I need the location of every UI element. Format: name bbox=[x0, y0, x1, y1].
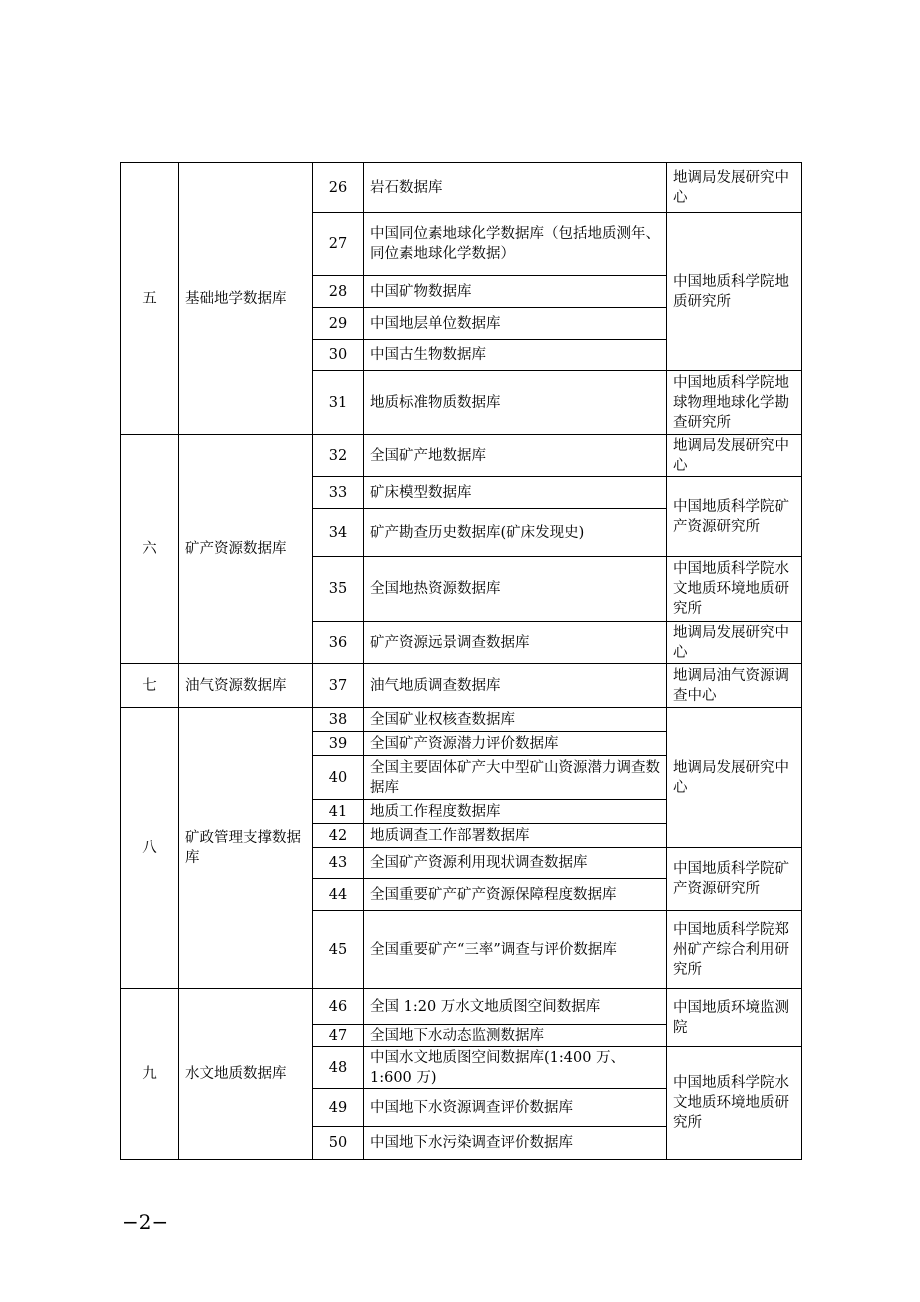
item-number: 36 bbox=[313, 622, 364, 664]
table-row bbox=[121, 435, 802, 477]
item-number: 47 bbox=[313, 1025, 364, 1047]
database-name: 地质工作程度数据库 bbox=[364, 800, 667, 824]
item-number: 33 bbox=[313, 477, 364, 509]
database-name: 矿产勘查历史数据库(矿床发现史) bbox=[364, 509, 667, 557]
organization: 中国地质科学院地质研究所 bbox=[667, 213, 802, 371]
item-number: 37 bbox=[313, 664, 364, 708]
item-number: 39 bbox=[313, 732, 364, 756]
database-name: 油气地质调查数据库 bbox=[364, 664, 667, 708]
organization: 地调局油气资源调查中心 bbox=[667, 664, 802, 708]
database-name: 全国地下水动态监测数据库 bbox=[364, 1025, 667, 1047]
item-number: 30 bbox=[313, 340, 364, 371]
database-name: 中国地下水资源调查评价数据库 bbox=[364, 1089, 667, 1127]
database-name: 全国矿产资源利用现状调查数据库 bbox=[364, 848, 667, 879]
organization: 中国地质科学院水文地质环境地质研究所 bbox=[667, 557, 802, 622]
item-number: 49 bbox=[313, 1089, 364, 1127]
table-row bbox=[121, 989, 802, 1025]
item-number: 50 bbox=[313, 1127, 364, 1160]
page-number: −2− bbox=[122, 1210, 169, 1234]
database-name: 全国重要矿产矿产资源保障程度数据库 bbox=[364, 879, 667, 911]
organization: 中国地质科学院地球物理地球化学勘查研究所 bbox=[667, 371, 802, 435]
database-name: 全国主要固体矿产大中型矿山资源潜力调查数据库 bbox=[364, 756, 667, 800]
section-number: 六 bbox=[121, 435, 179, 664]
item-number: 35 bbox=[313, 557, 364, 622]
organization: 地调局发展研究中心 bbox=[667, 708, 802, 848]
organization: 地调局发展研究中心 bbox=[667, 163, 802, 213]
item-number: 38 bbox=[313, 708, 364, 732]
database-name: 中国同位素地球化学数据库（包括地质测年、同位素地球化学数据） bbox=[364, 213, 667, 276]
section-number: 九 bbox=[121, 989, 179, 1160]
organization: 地调局发展研究中心 bbox=[667, 435, 802, 477]
item-number: 46 bbox=[313, 989, 364, 1025]
organization: 中国地质科学院矿产资源研究所 bbox=[667, 848, 802, 911]
category-name: 矿政管理支撑数据库 bbox=[179, 708, 313, 989]
category-name: 油气资源数据库 bbox=[179, 664, 313, 708]
item-number: 48 bbox=[313, 1047, 364, 1089]
item-number: 34 bbox=[313, 509, 364, 557]
organization: 中国地质科学院水文地质环境地质研究所 bbox=[667, 1047, 802, 1160]
organization: 中国地质科学院矿产资源研究所 bbox=[667, 477, 802, 557]
item-number: 41 bbox=[313, 800, 364, 824]
database-name: 中国水文地质图空间数据库(1:400 万、1:600 万) bbox=[364, 1047, 667, 1089]
table-row bbox=[121, 664, 802, 708]
item-number: 42 bbox=[313, 824, 364, 848]
item-number: 32 bbox=[313, 435, 364, 477]
item-number: 28 bbox=[313, 276, 364, 308]
organization: 中国地质环境监测院 bbox=[667, 989, 802, 1047]
organization: 中国地质科学院郑州矿产综合利用研究所 bbox=[667, 911, 802, 989]
item-number: 26 bbox=[313, 163, 364, 213]
section-number: 八 bbox=[121, 708, 179, 989]
item-number: 29 bbox=[313, 308, 364, 340]
database-name: 全国 1:20 万水文地质图空间数据库 bbox=[364, 989, 667, 1025]
database-name: 中国矿物数据库 bbox=[364, 276, 667, 308]
section-number: 五 bbox=[121, 163, 179, 435]
database-name: 地质标准物质数据库 bbox=[364, 371, 667, 435]
database-name: 全国矿产地数据库 bbox=[364, 435, 667, 477]
database-name: 全国地热资源数据库 bbox=[364, 557, 667, 622]
item-number: 45 bbox=[313, 911, 364, 989]
section-number: 七 bbox=[121, 664, 179, 708]
table-row bbox=[121, 708, 802, 732]
item-number: 40 bbox=[313, 756, 364, 800]
category-name: 水文地质数据库 bbox=[179, 989, 313, 1160]
database-name: 地质调查工作部署数据库 bbox=[364, 824, 667, 848]
database-name: 全国矿业权核查数据库 bbox=[364, 708, 667, 732]
database-name: 中国地层单位数据库 bbox=[364, 308, 667, 340]
database-name: 岩石数据库 bbox=[364, 163, 667, 213]
item-number: 44 bbox=[313, 879, 364, 911]
database-name: 全国重要矿产“三率”调查与评价数据库 bbox=[364, 911, 667, 989]
database-name: 全国矿产资源潜力评价数据库 bbox=[364, 732, 667, 756]
database-table bbox=[120, 162, 802, 1160]
database-name: 矿床模型数据库 bbox=[364, 477, 667, 509]
category-name: 矿产资源数据库 bbox=[179, 435, 313, 664]
database-name: 矿产资源远景调查数据库 bbox=[364, 622, 667, 664]
table-row bbox=[121, 163, 802, 213]
item-number: 43 bbox=[313, 848, 364, 879]
category-name: 基础地学数据库 bbox=[179, 163, 313, 435]
item-number: 31 bbox=[313, 371, 364, 435]
organization: 地调局发展研究中心 bbox=[667, 622, 802, 664]
database-name: 中国古生物数据库 bbox=[364, 340, 667, 371]
database-name: 中国地下水污染调查评价数据库 bbox=[364, 1127, 667, 1160]
item-number: 27 bbox=[313, 213, 364, 276]
